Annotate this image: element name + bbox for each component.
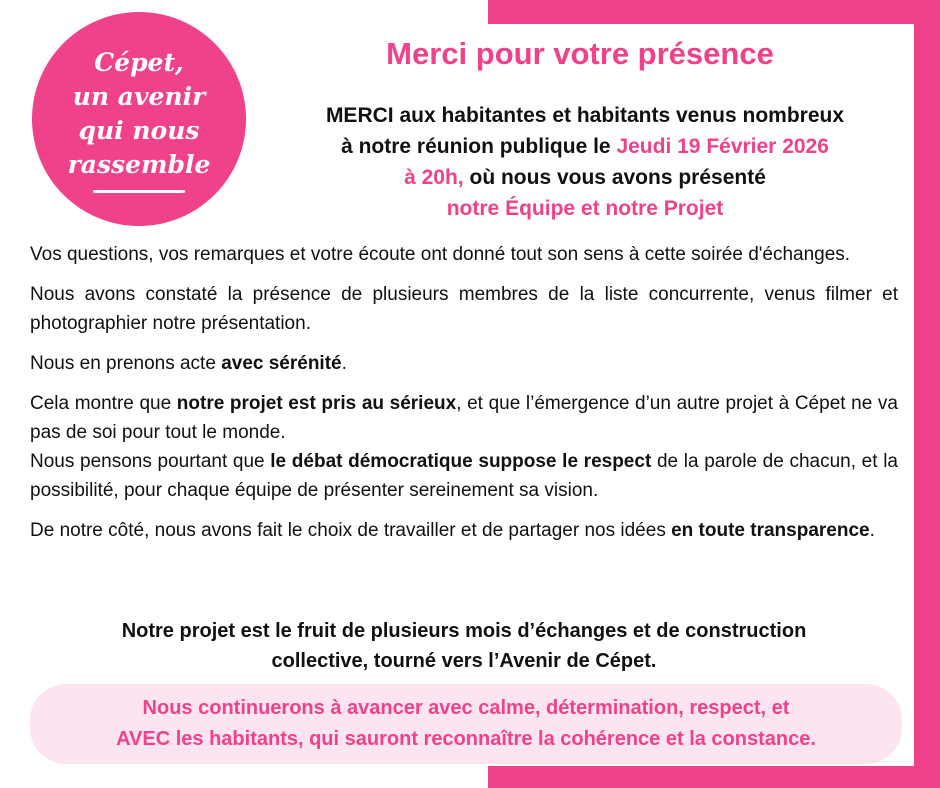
paragraph-4-prefix: Cela montre que [30, 393, 177, 414]
intro-line-2 [262, 131, 908, 162]
intro-line-3 [262, 162, 908, 193]
paragraph-3-prefix: Nous en prenons acte [30, 353, 222, 374]
slogan-badge [32, 12, 246, 226]
paragraph-6 [30, 516, 898, 545]
paragraph-3 [30, 349, 898, 378]
paragraph-3-suffix: . [341, 353, 347, 374]
closing-callout [30, 684, 902, 764]
intro-line-4: notre Équipe et notre Projet [446, 197, 724, 220]
badge-line-1: Cépet, [94, 47, 184, 77]
body-text [30, 240, 898, 545]
intro-line-1: MERCI aux habitantes et habitants venus nombreux [325, 104, 845, 127]
badge-line-2: un avenir [72, 81, 206, 111]
meeting-date: Jeudi 19 Février 2026 [616, 135, 829, 158]
callout-line-1: Nous continuerons à avancer avec calme, détermination, respect, et [142, 697, 790, 719]
paragraph-3-bold: avec sérénité [221, 353, 342, 374]
badge-line-3: qui nous [78, 115, 200, 145]
paragraph-6-prefix: De notre côté, nous avons fait le choix de travailler et de partager nos idées [30, 520, 672, 541]
paragraph-6-suffix: . [869, 520, 875, 541]
conclusion-line-1: Notre projet est le fruit de plusieurs mois d’échanges et de construction [121, 620, 807, 642]
paragraph-4-bold: notre projet est pris au sérieux [176, 393, 457, 414]
conclusion-line-2: collective, tourné vers l’Avenir de Cépet. [271, 650, 657, 672]
paragraph-6-bold: en toute transparence [671, 520, 870, 541]
paragraph-5-prefix: Nous pensons pourtant que [30, 451, 271, 472]
badge-line-4: rassemble [67, 149, 211, 179]
paragraph-1: Vos questions, vos remarques et votre écoute ont donné tout son sens à cette soirée d'échanges. [30, 244, 851, 265]
meeting-time: à 20h, [404, 166, 464, 189]
intro-block [262, 100, 908, 224]
conclusion [30, 616, 898, 676]
paragraph-4 [30, 389, 898, 447]
badge-underline [93, 190, 185, 193]
page-title: Merci pour votre présence [386, 36, 774, 71]
intro-line-2-prefix: à notre réunion publique le [341, 135, 617, 158]
paragraph-2: Nous avons constaté la présence de plusieurs membres de la liste concurrente, venus filmer et photographier notre présentation. [30, 284, 898, 334]
paragraph-4-suffix: , et que l’émergence d’un autre projet à Cépet ne va pas de soi pour tout le monde. [30, 393, 898, 443]
paragraph-5-bold: le débat démocratique suppose le respect [270, 451, 652, 472]
paragraph-5 [30, 447, 898, 505]
paragraph-5-suffix: de la parole de chacun, et la possibilité, pour chaque équipe de présenter sereinement sa vision. [30, 451, 898, 501]
callout-line-2: AVEC les habitants, qui sauront reconnaître la cohérence et la constance. [116, 728, 816, 750]
intro-line-3-rest: où nous vous avons présenté [463, 166, 766, 189]
